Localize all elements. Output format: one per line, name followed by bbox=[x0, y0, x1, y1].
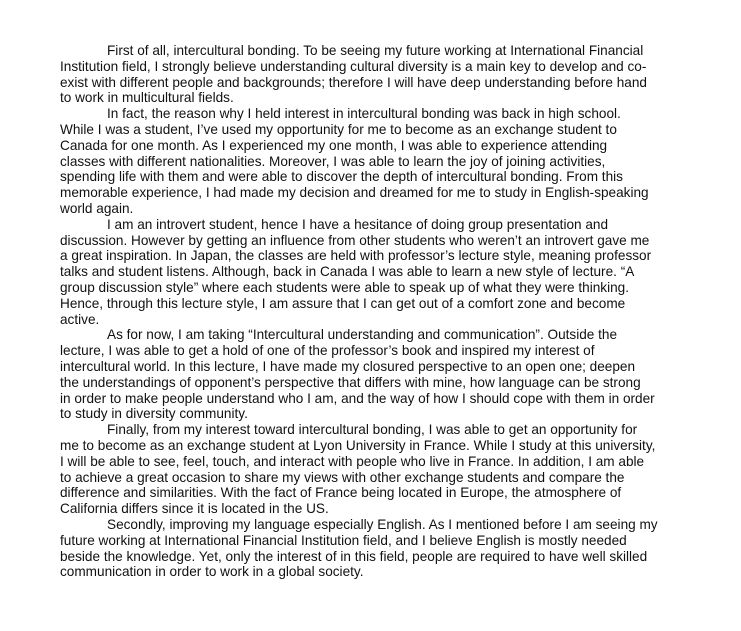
text-line: the understandings of opponent’s perspective that differs with mine, how language can be strong bbox=[60, 374, 641, 390]
text-line: to work in multicultural fields. bbox=[60, 90, 234, 106]
text-line: Secondly, improving my language especially English. As I mentioned before I am seeing my bbox=[107, 516, 658, 532]
text-line: I will be able to see, feel, touch, and interact with people who live in France. In addition, I am able bbox=[60, 453, 645, 469]
text-line: memorable experience, I had made my decision and dreamed for me to study in English-speaking bbox=[60, 185, 649, 201]
paragraph-exchange-france bbox=[60, 422, 700, 517]
paragraph-high-school bbox=[60, 106, 700, 217]
text-line: a great inspiration. In Japan, the classes are held with professor’s lecture style, meaning professor bbox=[60, 248, 652, 264]
text-line: First of all, intercultural bonding. To be seeing my future working at International Financial bbox=[107, 43, 644, 58]
paragraph-intercultural-bonding bbox=[60, 43, 700, 106]
text-line: group discussion style” where each students were able to speak up of what they were thinking. bbox=[60, 279, 629, 295]
paragraph-introvert bbox=[60, 217, 700, 328]
text-line: intercultural world. In this lecture, I have made my closured perspective to an open one; deepen bbox=[60, 358, 636, 374]
text-line: Institution field, I strongly believe understanding cultural diversity is a main key to develop and co- bbox=[60, 58, 647, 74]
text-line: talks and student listens. Although, back in Canada I was able to learn a new style of lecture. “A bbox=[60, 264, 635, 280]
text-line: spending life with them and were able to discover the depth of intercultural bonding. From this bbox=[60, 169, 623, 185]
document-body bbox=[60, 43, 700, 580]
text-line: In fact, the reason why I held interest in intercultural bonding was back in high school. bbox=[107, 106, 621, 122]
text-line: Hence, through this lecture style, I am assure that I can get out of a comfort zone and become bbox=[60, 295, 626, 311]
text-line: difference and similarities. With the fact of France being located in Europe, the atmosphere of bbox=[60, 485, 622, 501]
text-line: discussion. However by getting an influence from other students who weren’t an introvert gave me bbox=[60, 232, 650, 248]
paragraph-current-course bbox=[60, 327, 700, 422]
text-line: communication in order to work in a global society. bbox=[60, 564, 364, 580]
text-line: While I was a student, I’ve used my opportunity for me to become as an exchange student to bbox=[60, 121, 617, 137]
text-line: to study in diversity community. bbox=[60, 406, 248, 422]
text-line: me to become as an exchange student at Lyon University in France. While I study at this university, bbox=[60, 437, 656, 453]
text-line: California differs since it is located in the US. bbox=[60, 501, 329, 517]
text-line: Finally, from my interest toward intercultural bonding, I was able to get an opportunity for bbox=[107, 422, 638, 438]
text-line: exist with different people and backgrounds; therefore I will have deep understanding before hand bbox=[60, 74, 647, 90]
paragraph-improving-english bbox=[60, 517, 700, 580]
text-line: As for now, I am taking “Intercultural understanding and communication”. Outside the bbox=[107, 327, 618, 343]
text-line: classes with different nationalities. Moreover, I was able to learn the joy of joining activities, bbox=[60, 153, 606, 169]
text-line: to achieve a great occasion to share my views with other exchange students and compare the bbox=[60, 469, 625, 485]
text-line: I am an introvert student, hence I have a hesitance of doing group presentation and bbox=[107, 216, 609, 232]
text-line: active. bbox=[60, 311, 100, 327]
text-line: beside the knowledge. Yet, only the interest of in this field, people are required to have well skilled bbox=[60, 548, 648, 564]
text-line: world again. bbox=[60, 200, 134, 216]
text-line: Canada for one month. As I experienced my one month, I was able to experience attending bbox=[60, 137, 608, 153]
text-line: in order to make people understand who I am, and the way of how I should cope with them in order bbox=[60, 390, 655, 406]
text-line: future working at International Financial Institution field, and I believe English is mostly needed bbox=[60, 532, 627, 548]
text-line: lecture, I was able to get a hold of one of the professor’s book and inspired my interest of bbox=[60, 343, 595, 359]
